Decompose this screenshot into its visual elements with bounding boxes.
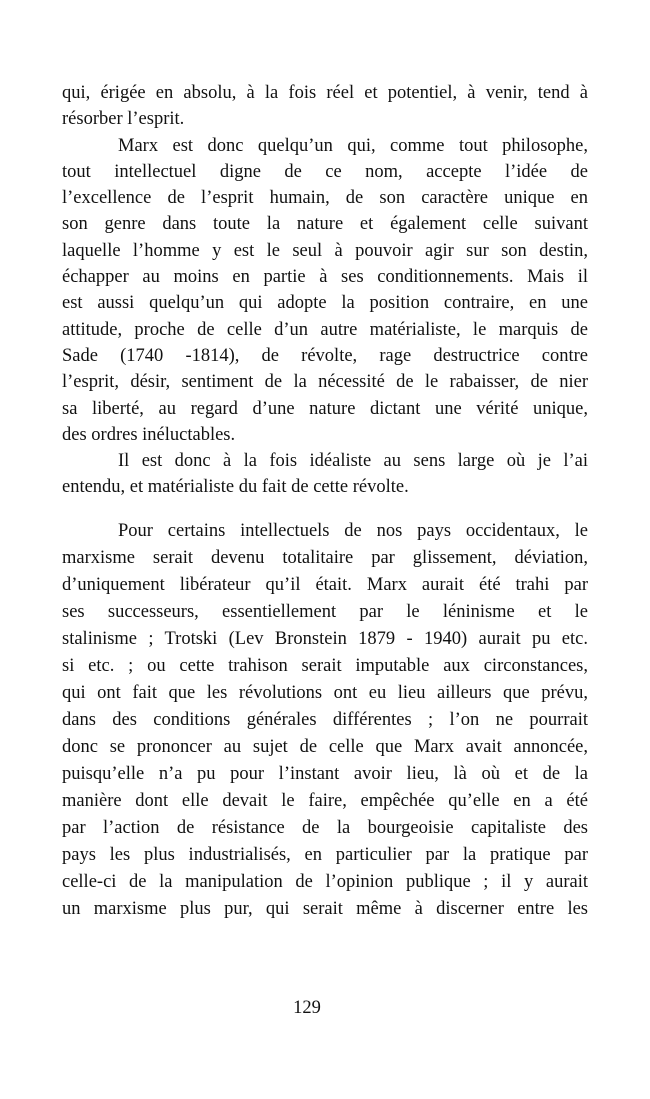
text-line: qui ont fait que les révolutions ont eu lieu ailleurs que prévu,: [62, 682, 588, 703]
text-line: Sade (1740 -1814), de révolte, rage destructrice contre: [62, 345, 588, 366]
text-line: dans des conditions générales différentes ; l’on ne pourrait: [62, 709, 588, 730]
text-line: Il est donc à la fois idéaliste au sens large où je l’ai: [118, 451, 588, 472]
text-line: des ordres inéluctables.: [62, 424, 236, 445]
paragraph: [62, 518, 588, 923]
text-line: celle-ci de la manipulation de l’opinion publique ; il y aurait: [62, 871, 588, 892]
text-line: échapper au moins en partie à ses conditionnements. Mais il: [62, 267, 588, 288]
text-line: Pour certains intellectuels de nos pays occidentaux, le: [118, 520, 588, 541]
text-line: son genre dans toute la nature et également celle suivant: [62, 214, 588, 235]
page-body: [62, 80, 588, 923]
section-1: [62, 80, 588, 501]
text-line: puisqu’elle n’a pu pour l’instant avoir lieu, là où et de la: [62, 763, 588, 784]
text-line: ses successeurs, essentiellement par le léninisme et le: [62, 601, 588, 622]
text-line: attitude, proche de celle d’un autre matérialiste, le marquis de: [62, 319, 588, 340]
text-line: tout intellectuel digne de ce nom, accepte l’idée de: [62, 161, 588, 182]
text-line: manière dont elle devait le faire, empêchée qu’elle en a été: [62, 790, 588, 811]
text-line: qui, érigée en absolu, à la fois réel et potentiel, à venir, tend à: [62, 83, 588, 103]
text-line: entendu, et matérialiste du fait de cette révolte.: [62, 477, 409, 498]
text-line: est aussi quelqu’un qui adopte la position contraire, en une: [62, 293, 588, 314]
text-line: un marxisme plus pur, qui serait même à discerner entre les: [62, 898, 588, 919]
text-line: laquelle l’homme y est le seul à pouvoir agir sur son destin,: [62, 240, 588, 261]
paragraph: [62, 133, 588, 449]
text-line: sa liberté, au regard d’une nature dictant une vérité unique,: [62, 398, 588, 419]
text-line: pays les plus industrialisés, en particulier par la pratique par: [62, 844, 588, 865]
paragraph: [62, 80, 588, 133]
text-line: donc se prononcer au sujet de celle que Marx avait annoncée,: [62, 736, 588, 757]
text-line: l’excellence de l’esprit humain, de son caractère unique en: [62, 188, 588, 209]
text-line: résorber l’esprit.: [62, 109, 185, 130]
text-line: d’uniquement libérateur qu’il était. Marx aurait été trahi par: [62, 574, 588, 595]
text-line: par l’action de résistance de la bourgeoisie capitaliste des: [62, 817, 588, 838]
section-gap: [62, 501, 588, 518]
text-line: stalinisme ; Trotski (Lev Bronstein 1879 - 1940) aurait pu etc.: [62, 628, 588, 649]
text-line: marxisme serait devenu totalitaire par glissement, déviation,: [62, 547, 588, 568]
paragraph: [62, 448, 588, 501]
page-number: 129: [293, 998, 321, 1018]
text-line: si etc. ; ou cette trahison serait imputable aux circonstances,: [62, 655, 588, 676]
text-line: Marx est donc quelqu’un qui, comme tout philosophe,: [118, 135, 588, 156]
section-2: [62, 518, 588, 923]
text-line: l’esprit, désir, sentiment de la nécessité de le rabaisser, de nier: [62, 372, 588, 393]
